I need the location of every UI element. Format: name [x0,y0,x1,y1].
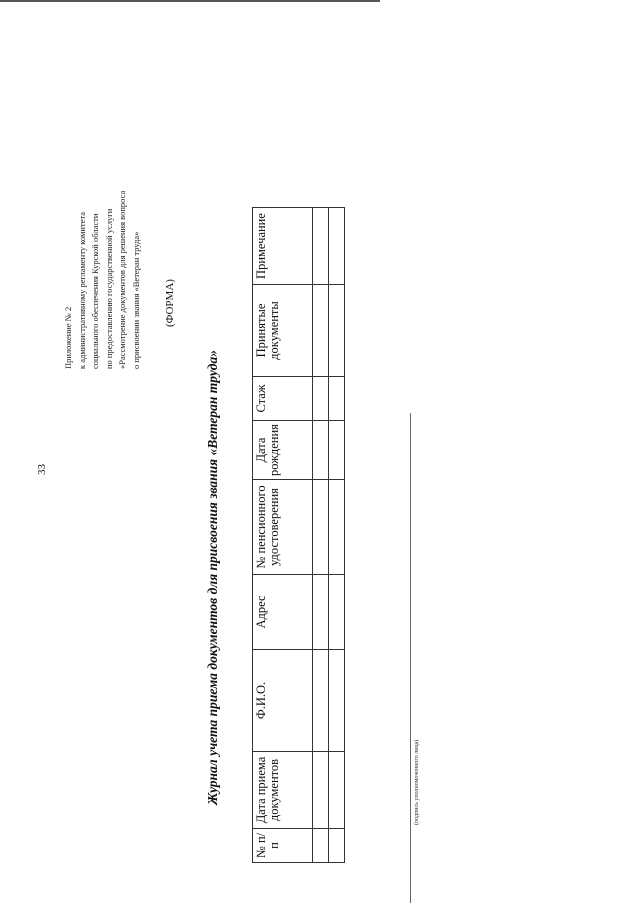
header-accepted-documents: Принятые документы [253,285,313,377]
table-cell [313,421,329,480]
signature-caption: (подпись уполномоченного лица) [414,739,420,825]
table-cell [329,480,345,575]
header-birth-date: Дата рождения [253,421,313,480]
table-cell [329,829,345,863]
header-number: № п/п [253,829,313,863]
journal-title: Журнал учета приема документов для присвоения звания «Ветеран труда» [205,350,220,805]
table-cell [313,208,329,285]
table-cell [329,575,345,650]
table-cell [313,575,329,650]
appendix-line: о присвоении звания «Ветеран труда» [130,231,141,369]
appendix-line: Приложение № 2 [63,306,73,369]
header-experience: Стаж [253,377,313,421]
journal-table [252,207,345,863]
header-date-received: Дата приема документов [253,752,313,829]
table-row [329,208,345,863]
form-label: (ФОРМА) [164,279,176,327]
page-number: 33 [36,464,48,475]
table-cell [329,421,345,480]
table-row [313,208,329,863]
header-address: Адрес [253,575,313,650]
table-cell [313,285,329,377]
table-cell [329,208,345,285]
header-pension-id: № пенсионного удостоверения [253,480,313,575]
appendix-line: «Рассмотрение документов для решения вопроса [117,190,128,369]
appendix-block [62,29,144,369]
header-note: Примечание [253,208,313,285]
table-cell [313,480,329,575]
appendix-line: социального обеспечения Курской области [90,213,101,369]
table-cell [329,377,345,421]
table-cell [329,752,345,829]
table-cell [313,752,329,829]
appendix-line: по предоставлению государственной услуги [103,208,114,369]
table-cell [313,377,329,421]
table-cell [313,650,329,752]
header-row [253,208,313,863]
appendix-line: к административному регламенту комитета [76,211,87,369]
table-cell [313,829,329,863]
table-cell [329,285,345,377]
header-full-name: Ф.И.О. [253,650,313,752]
table-cell [329,650,345,752]
signature-line [410,413,411,903]
